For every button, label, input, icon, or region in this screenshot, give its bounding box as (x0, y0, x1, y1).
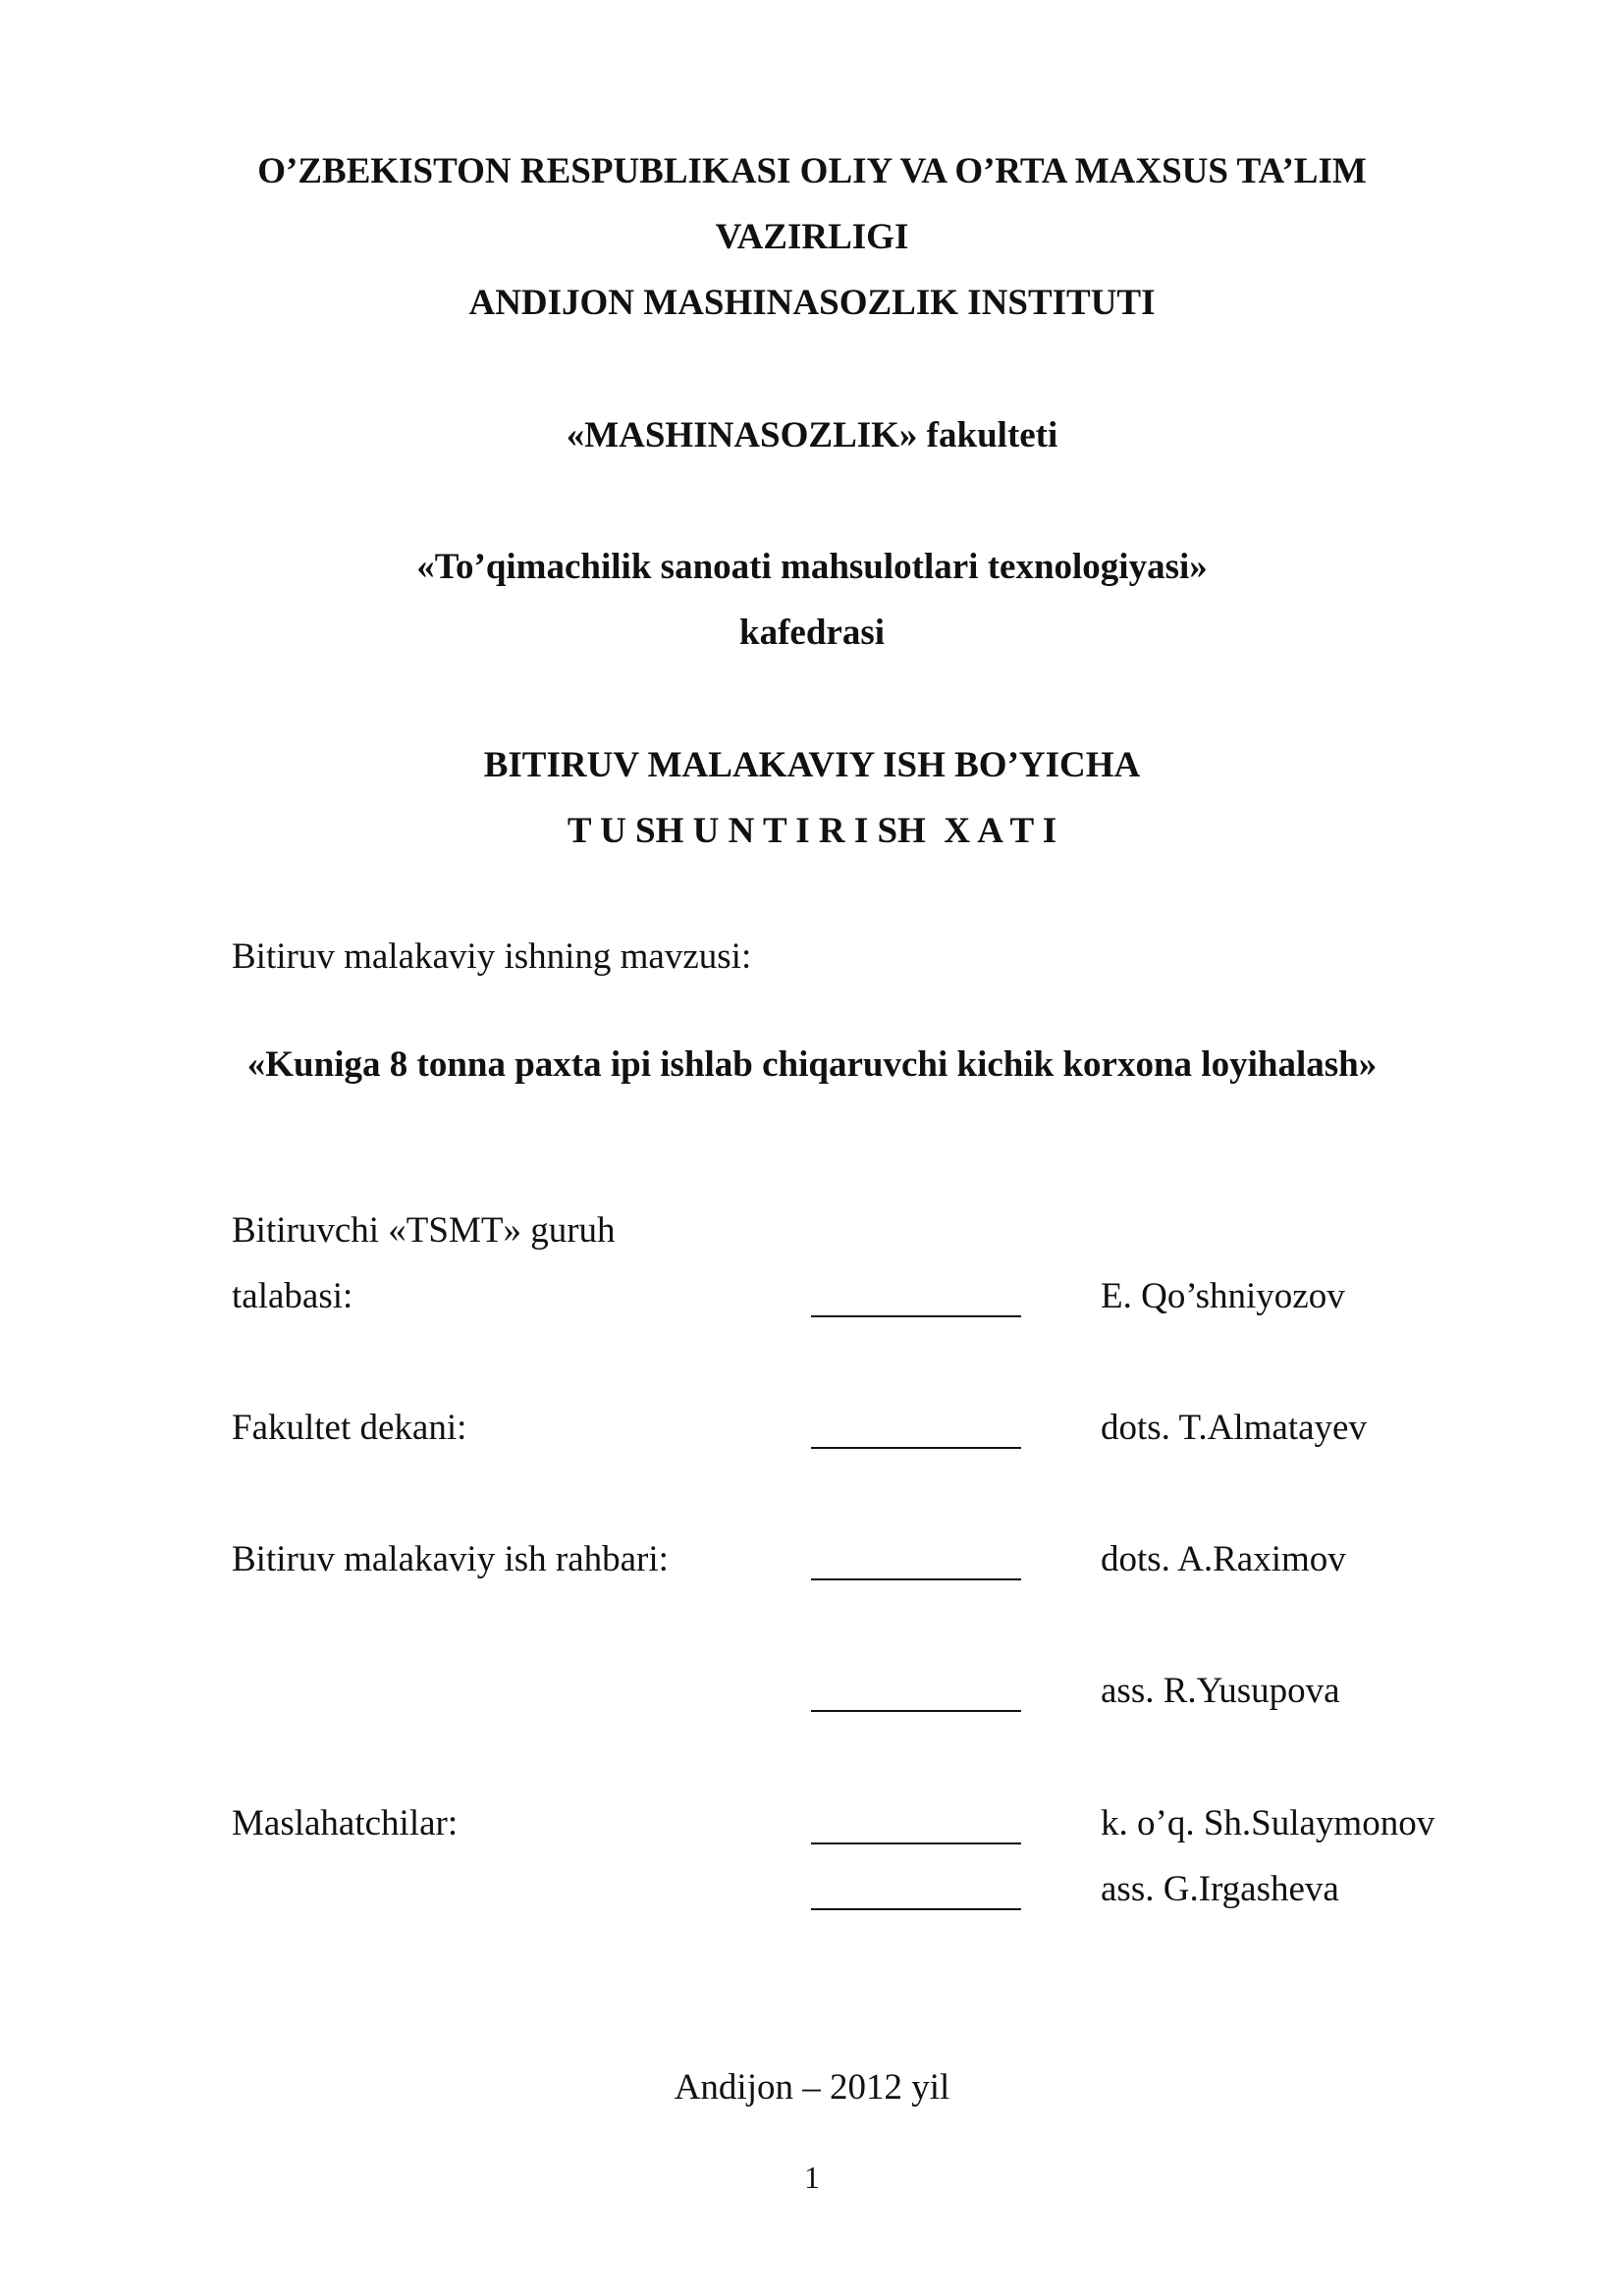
supervisor-signature-line (811, 1578, 1021, 1580)
student-label-line-2: talabasi: (232, 1276, 353, 1316)
topic-title: «Kuniga 8 tonna paxta ipi ishlab chiqaruvchi kichik korxona loyihalash» (246, 1044, 1378, 1085)
page-number: 1 (804, 2160, 820, 2195)
dean-signature-line (811, 1447, 1021, 1449)
consultant-2-signature-line (811, 1908, 1021, 1910)
consultant-1-signature-line (811, 1842, 1021, 1844)
ministry-line-1: O’ZBEKISTON RESPUBLIKASI OLIY VA O’RTA MAXSUS TA’LIM (257, 151, 1367, 191)
place-and-year: Andijon – 2012 yil (674, 2067, 950, 2108)
institute-name: ANDIJON MASHINASOZLIK INSTITUTI (468, 283, 1156, 323)
student-signature-line (811, 1315, 1021, 1317)
faculty-name: «MASHINASOZLIK» fakulteti (566, 415, 1058, 455)
consultant-2-name: ass. G.Irgasheva (1101, 1869, 1339, 1909)
consultant-1-name: k. o’q. Sh.Sulaymonov (1101, 1803, 1435, 1843)
document-title-line-1: BITIRUV MALAKAVIY ISH BO’YICHA (483, 745, 1141, 785)
co-supervisor-signature-line (811, 1710, 1021, 1712)
dean-label: Fakultet dekani: (232, 1408, 467, 1448)
document-title-line-2: T U SH U N T I R I SH X A T I (567, 811, 1057, 851)
topic-label: Bitiruv malakaviy ishning mavzusi: (232, 936, 752, 977)
department-name: «To’qimachilik sanoati mahsulotlari texnologiyasi» (416, 547, 1208, 587)
dean-name: dots. T.Almatayev (1101, 1408, 1367, 1448)
supervisor-label: Bitiruv malakaviy ish rahbari: (232, 1539, 669, 1579)
department-suffix: kafedrasi (739, 613, 885, 653)
supervisor-name: dots. A.Raximov (1101, 1539, 1346, 1579)
consultants-label: Maslahatchilar: (232, 1803, 459, 1843)
co-supervisor-name: ass. R.Yusupova (1101, 1671, 1340, 1711)
student-label-line-1: Bitiruvchi «TSMT» guruh (232, 1210, 616, 1251)
student-name: E. Qo’shniyozov (1101, 1276, 1345, 1316)
ministry-line-2: VAZIRLIGI (715, 217, 909, 257)
